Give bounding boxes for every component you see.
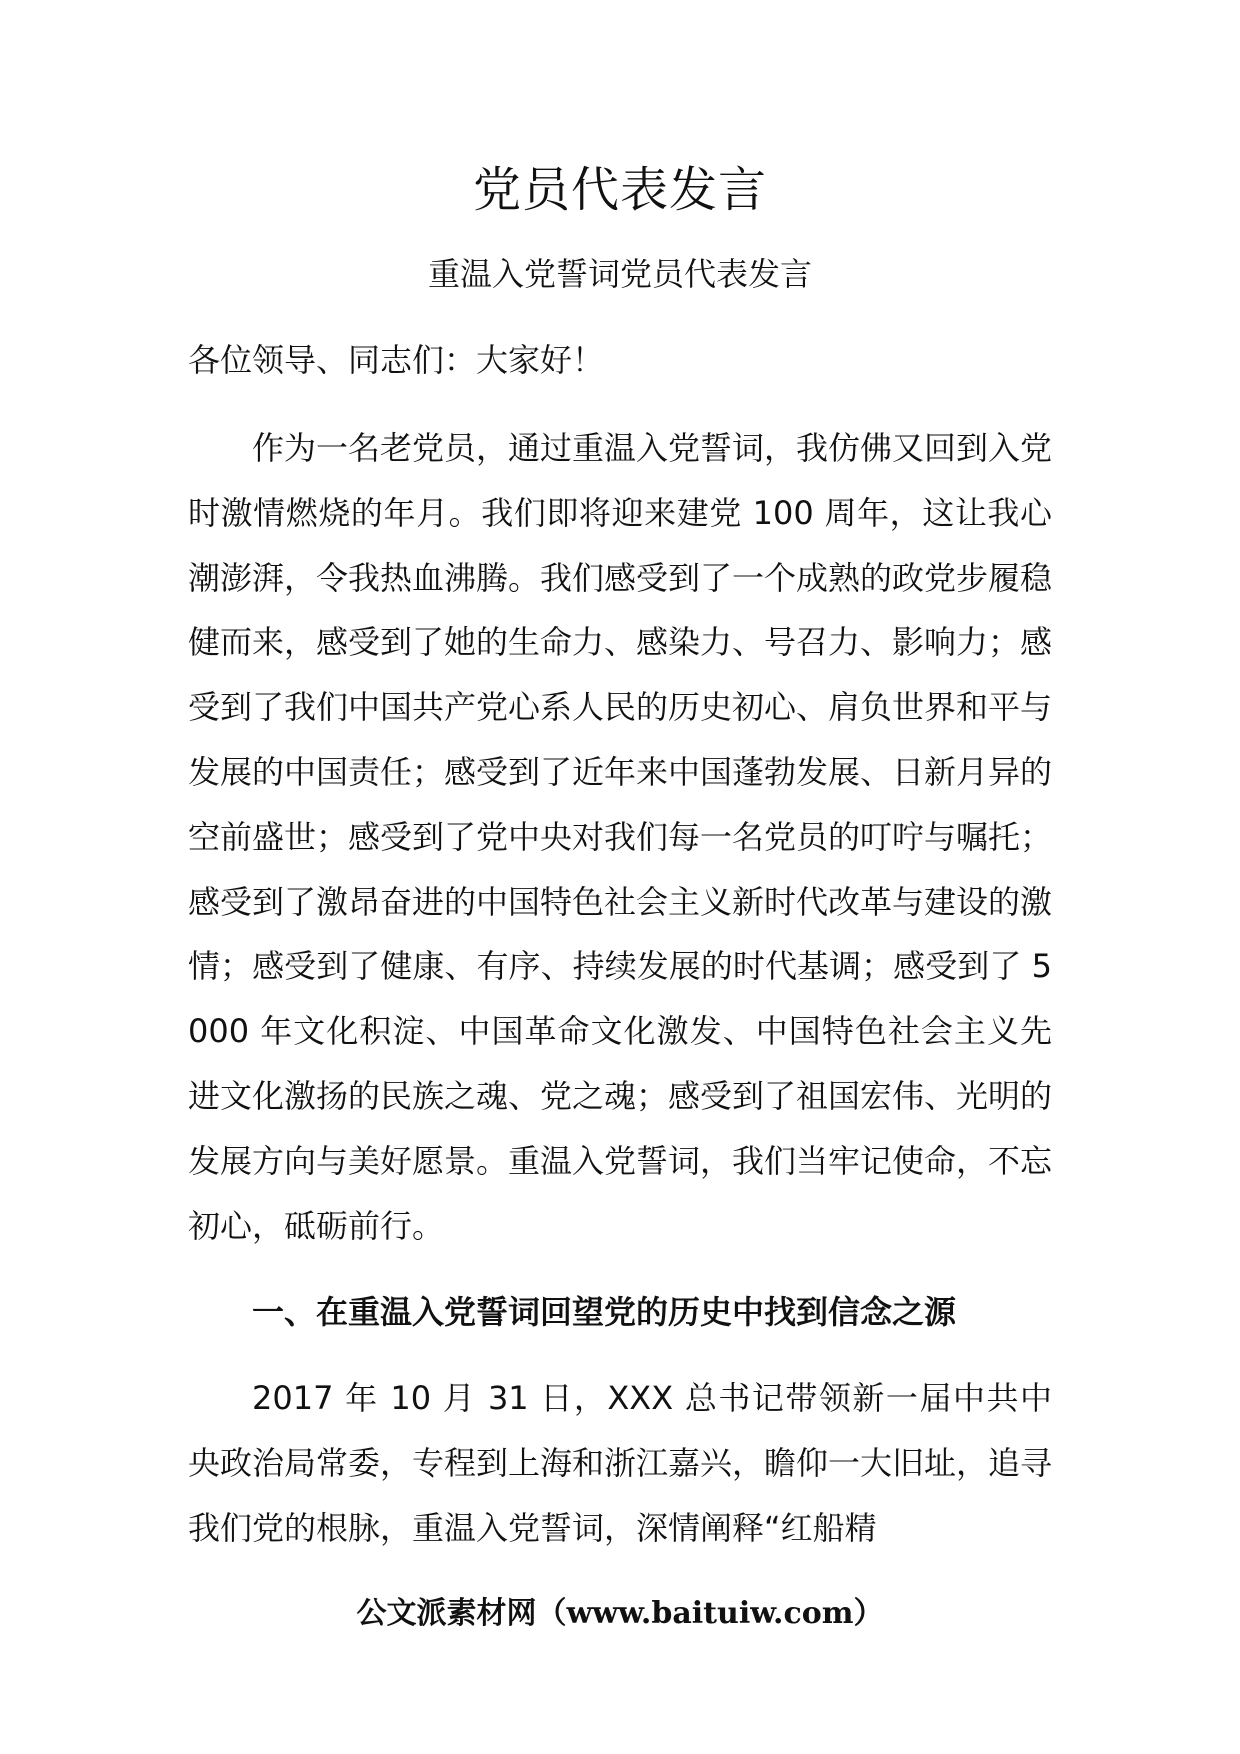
- body-paragraph: 作为一名老党员，通过重温入党誓词，我仿佛又回到入党时激情燃烧的年月。我们即将迎来建党 100 周年，这让我心潮澎湃，令我热血沸腾。我们感受到了一个成熟的政党步履稳健而来，感受到了她的生命力、感染力、号召力、影响力；感受到了我们中国共产党心系人民的历史初心、肩负世界和平与发展的中国责任；感受到了近年来中国蓬勃发展、日新月异的空前盛世；感受到了党中央对我们每一名党员的叮咛与嘱托；感受到了激昂奋进的中国特色社会主义新时代改革与建设的激情；感受到了健康、有序、持续发展的时代基调；感受到了 5000 年文化积淀、中国革命文化激发、中国特色社会主义先进文化激扬的民族之魂、党之魂；感受到了祖国宏伟、光明的发展方向与美好愿景。重温入党誓词，我们当牢记使命，不忘初心，砥砺前行。: [188, 429, 1053, 1245]
- body-paragraph: 2017 年 10 月 31 日，XXX 总书记带领新一届中共中央政治局常委，专程到上海和浙江嘉兴，瞻仰一大旧址，追寻我们党的根脉，重温入党誓词，深情阐释“红船精: [188, 1379, 1053, 1547]
- section-heading: 一、在重温入党誓词回望党的历史中找到信念之源: [252, 1293, 957, 1331]
- document-subtitle: 重温入党誓词党员代表发言: [427, 255, 812, 293]
- footer-watermark: 公文派素材网（www.baituiw.com）: [356, 1596, 884, 1631]
- document-title: 党员代表发言: [472, 162, 767, 218]
- greeting-line: 各位领导、同志们：大家好！: [188, 341, 605, 379]
